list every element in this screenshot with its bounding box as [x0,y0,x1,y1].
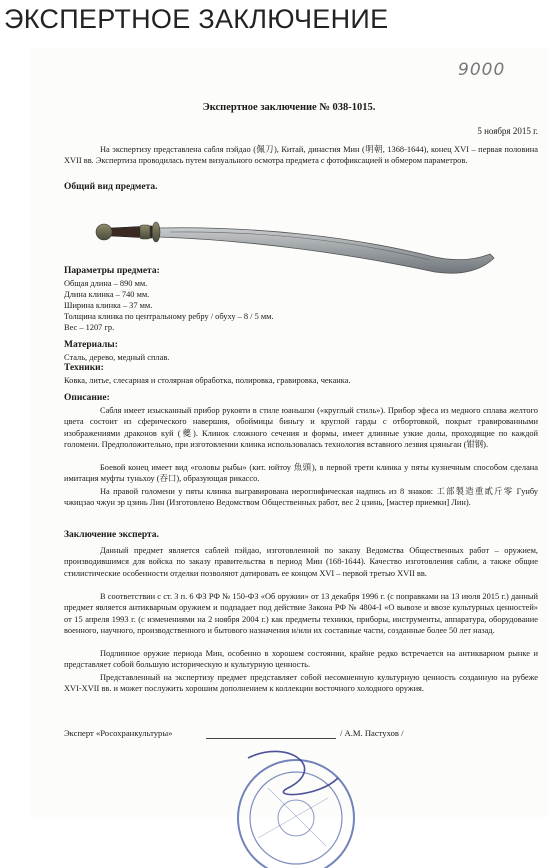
conclusion-paragraph-3: Подлинное оружие периода Мин, особенно в хорошем состоянии, крайне редко встречается на антикварном рынке и представляет собой большую историческую и культурную ценность. [64,649,538,670]
sword-image [90,190,500,295]
params-heading: Параметры предмета: [64,266,160,276]
techniques-heading: Техники: [64,363,104,373]
conclusion-paragraph-1: Данный предмет является саблей пэйдао, изготовленной по заказу Ведомства Общественных работ – оружием, производившимся для войска по заказу правительства в период Мин (168-1644). Качество изготовления сабли, а также общие стилистические особенности отделки позволяют датировать ее концом XVI – первой третью XVII вв. [64,546,538,578]
materials-text: Сталь, дерево, медный сплав. [64,353,170,362]
banner [0,0,548,46]
signature-name: / А.М. Пастухов / [340,728,404,738]
description-paragraph-1: Сабля имеет изысканный прибор рукояти в стиле юаньшэн («круглый стиль»). Прибор эфеса из медного сплава желтого цвета состоит из сферического навершия, обоймицы биньгу и круглой гарды с отбортовкой, покрыт гравированными изображениями драконов куй (夔). Клинок сложного сечения и формы, имеет длинные узкие долы, проходящие по каждой голомени. Предположительно, при изготовлении клинка использовалась технология вставного лезвия цзяньган (钳钢). [64,406,538,449]
param-weight: Вес – 1207 гр. [64,323,115,332]
materials-heading: Материалы: [64,340,118,350]
document-title: Экспертное заключение № 038-1015. [202,102,376,113]
techniques-text: Ковка, литье, слесарная и столярная обработка, полировка, гравировка, чеканка. [64,376,351,385]
param-blade-width: Ширина клинка – 37 мм. [64,301,153,310]
official-stamp-icon [228,728,358,868]
description-paragraph-3: На правой голомени у пяты клинка выгравирована иероглифическая надпись из 8 знаков: 工部製造重貳斤零 Гунбу чжицзао чжун эр цзинь Лин (Изготовлено Ведомством Общественных работ, вес 2 цзинь, [мастер приемки] Лин). [64,487,538,508]
description-heading: Описание: [64,393,110,403]
intro-paragraph: На экспертизу представлена сабля пэйдао (佩刀), Китай, династия Мин (明朝, 1368-1644), конец XVI – первая половина XVII вв. Экспертиза проводилась путем визуального осмотра предмета с фотофиксацией и обмером параметров. [64,145,538,166]
param-total-length: Общая длина – 890 мм. [64,279,148,288]
document-page [30,48,548,817]
description-paragraph-2: Боевой конец имеет вид «головы рыбы» (кит. юйтоу 魚頭), в первой трети клинка у пяты кузнечным способом сделана имитация муфты туньхоу (吞口), образующая рикассо. [64,463,538,484]
banner-title: ЭКСПЕРТНОЕ ЗАКЛЮЧЕНИЕ [4,4,389,34]
conclusion-paragraph-2: В соответствии с ст. 3 п. 6 ФЗ РФ № 150-ФЗ «Об оружии» от 13 декабря 1996 г. (с поправками на 13 июля 2015 г.) данный предмет является антикварным оружием и подпадает под действие Закона РФ № 4804-I «О вывозе и ввозе культурных ценностей» от 15 апреля 1993 г. (с изменениями на 2 ноября 2004 г.) как предметы техники, приборы, инструменты, аппаратура, оборудование военного, научного, производственного и бытового назначения и/или их составные части, созданные более 50 лет назад. [64,592,538,635]
handwritten-number: 9000 [458,60,506,80]
signature-label: Эксперт «Росохранкультуры» [64,728,173,738]
param-blade-thickness: Толщина клинка по центральному ребру / обуху – 8 / 5 мм. [64,312,274,321]
general-view-heading: Общий вид предмета. [64,182,158,192]
conclusion-paragraph-4: Представленный на экспертизу предмет представляет собой несомненную культурную ценность созданную на рубеже XVI-XVII вв. и может послужить хорошим дополнением к коллекции восточного холодного оружия. [64,673,538,694]
param-blade-length: Длина клинка – 740 мм. [64,290,150,299]
conclusion-heading: Заключение эксперта. [64,530,159,540]
document-date: 5 ноября 2015 г. [477,126,538,136]
